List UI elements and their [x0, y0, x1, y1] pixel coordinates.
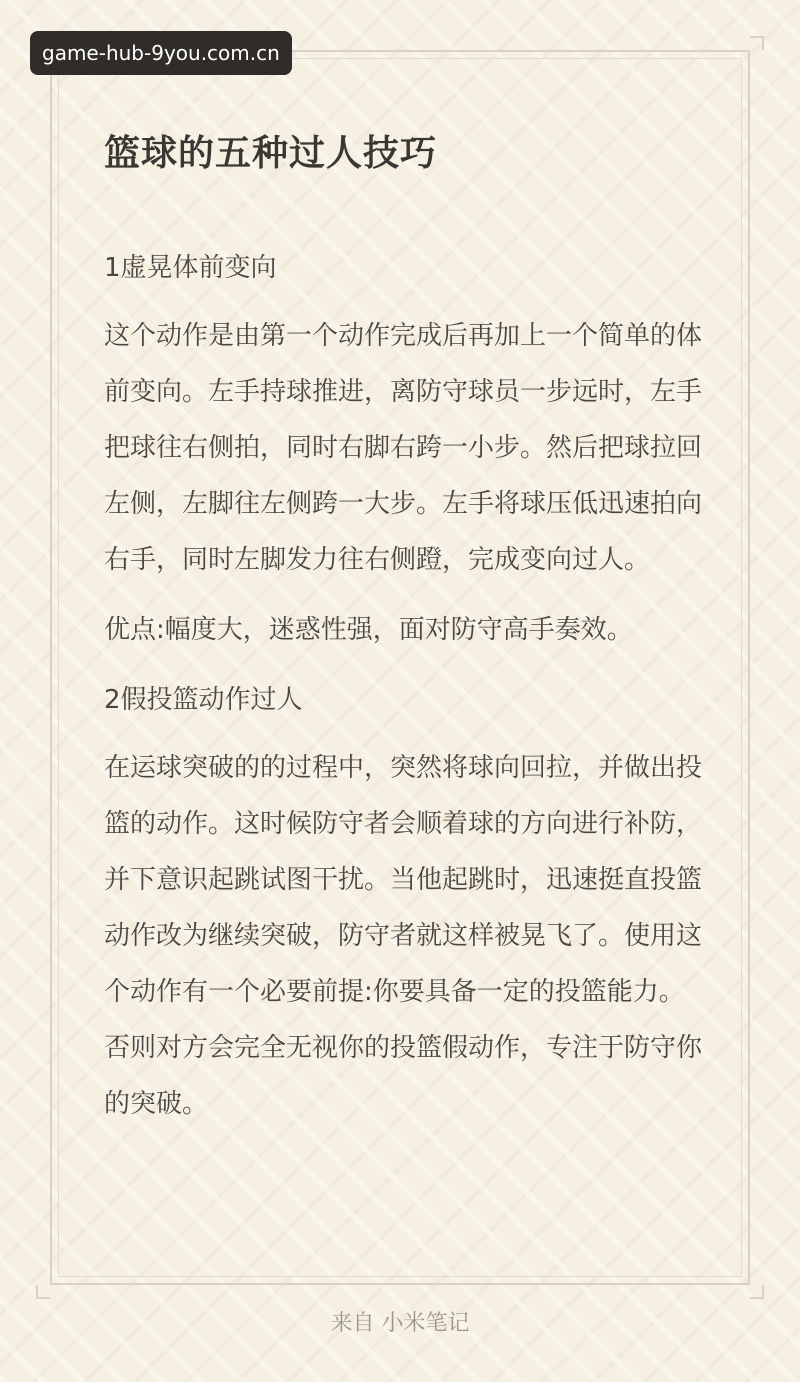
section-2-body: 在运球突破的的过程中，突然将球向回拉，并做出投篮的动作。这时候防守者会顺着球的方向进行补防，并下意识起跳试图干扰。当他起跳时，迅速挺直投篮动作改为继续突破，防守者就这样被晃飞了。使用这个动作有一个必要前提:你要具备一定的投篮能力。否则对方会完全无视你的投篮假动作，专注于防守你的突破。 — [104, 753, 703, 1119]
section-1-heading: 1虚晃体前变向 — [104, 253, 277, 283]
note-title: 篮球的五种过人技巧 — [104, 133, 438, 174]
section-1-advantage: 优点:幅度大，迷惑性强，面对防守高手奏效。 — [104, 615, 633, 645]
note-source-footer: 来自 小米笔记 — [330, 1311, 470, 1336]
section-1-body: 这个动作是由第一个动作完成后再加上一个简单的体前变向。左手持球推进，离防守球员一步远时，左手把球往右侧拍，同时右脚右跨一小步。然后把球拉回左侧，左脚往左侧跨一大步。左手将球压低迅速拍向右手，同时左脚发力往右侧蹬，完成变向过人。 — [104, 321, 703, 575]
frame-corner-bottom-left — [36, 1285, 50, 1299]
frame-corner-top-right — [750, 36, 764, 50]
watermark-badge: game-hub-9you.com.cn — [30, 31, 292, 75]
note-content — [104, 120, 704, 1132]
section-2-heading: 2假投篮动作过人 — [104, 685, 303, 715]
frame-corner-bottom-right — [750, 1285, 764, 1299]
